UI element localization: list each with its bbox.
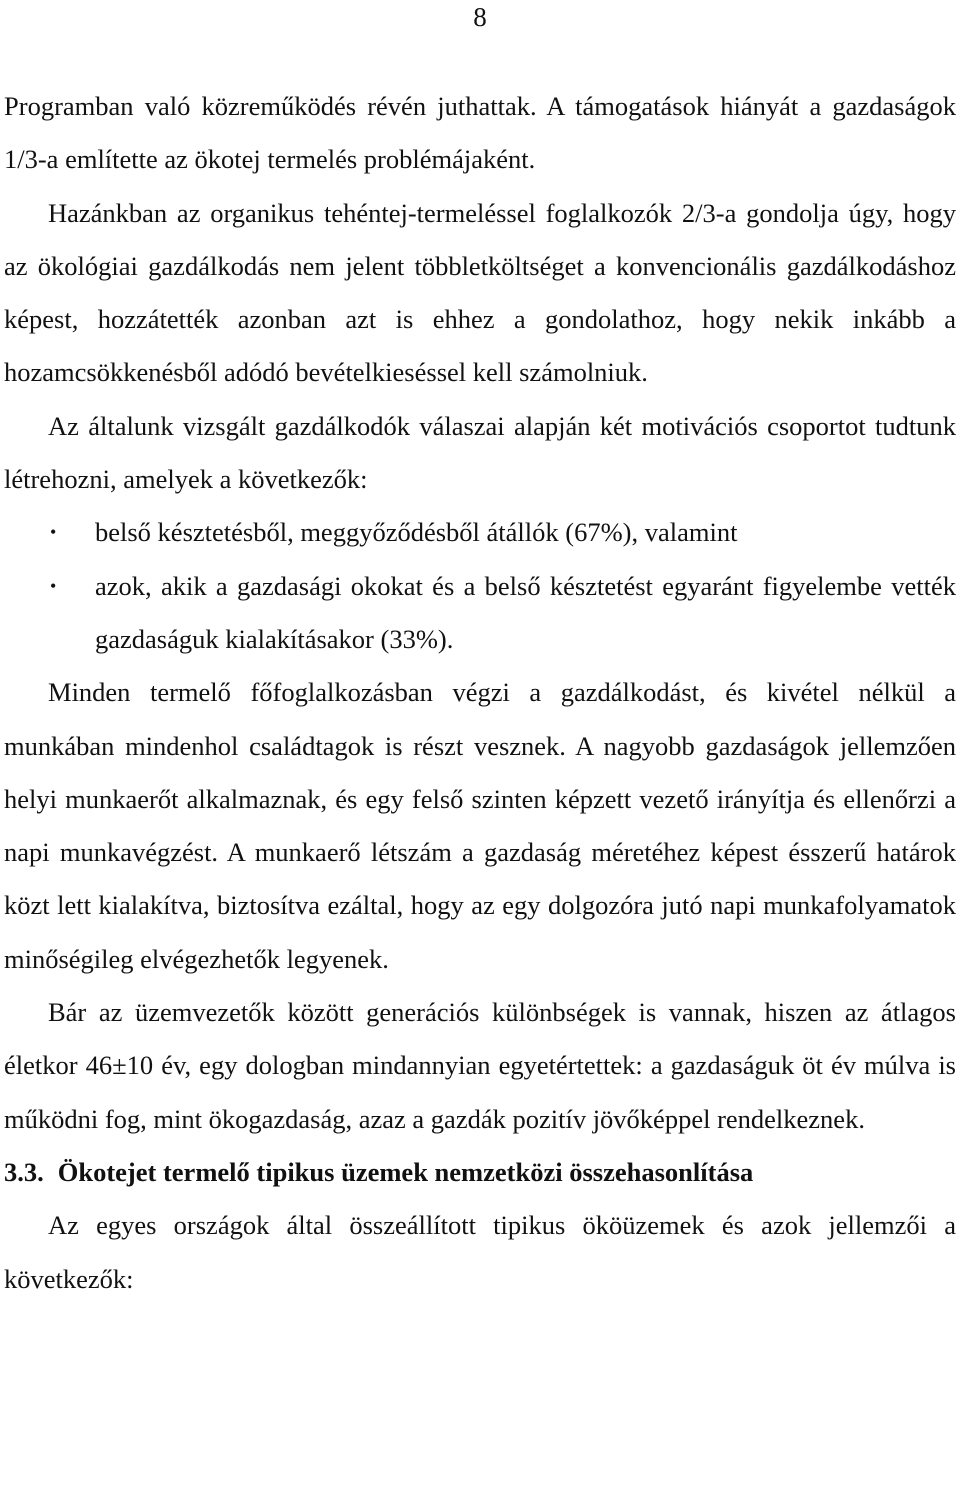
paragraph-3: Az általunk vizsgált gazdálkodók válaszai alapján két motivációs csoportot tudtunk létrehozni, amelyek a következők: xyxy=(4,410,956,495)
bullet-icon: • xyxy=(50,522,57,543)
section-heading xyxy=(4,1146,956,1199)
paragraph-2: Hazánkban az organikus tehéntej-termeléssel foglalkozók 2/3-a gondolja úgy, hogy az ökológiai gazdálkodás nem jelent többletköltséget a konvencionális gazdálkodáshoz képest, hozzátették azonban azt is ehhez a gondolathoz, hogy nekik inkább a hozamcsökkenésből adódó bevételkieséssel kell számolniuk. xyxy=(4,197,956,388)
bullet-icon: • xyxy=(50,575,57,596)
list-item-text: belső késztetésből, meggyőződésből átállók (67%), valamint xyxy=(95,517,738,548)
section-title: Ökotejet termelő tipikus üzemek nemzetközi összehasonlítása xyxy=(57,1156,754,1187)
section-number: 3.3. xyxy=(4,1156,44,1187)
list-item xyxy=(4,560,956,667)
paragraph-6: Az egyes országok által összeállított tipikus ököüzemek és azok jellemzői a következők: xyxy=(4,1210,956,1294)
document-body xyxy=(4,80,956,1306)
paragraph-1: Programban való közreműködés révén juthattak. A támogatások hiányát a gazdaságok 1/3-a említette az ökotej termelés problémájaként. xyxy=(4,91,956,175)
list-item-text: azok, akik a gazdasági okokat és a belső késztetést egyaránt figyelembe vették gazdaságuk kialakításakor (33%). xyxy=(95,570,956,654)
page-number: 8 xyxy=(473,2,487,32)
paragraph-4: Minden termelő főfoglalkozásban végzi a gazdálkodást, és kivétel nélkül a munkában mindenhol családtagok is részt vesznek. A nagyobb gazdaságok jellemzően helyi munkaerőt alkalmaznak, és egy felső szinten képzett vezető irányítja és ellenőrzi a napi munkavégzést. A munkaerő létszám a gazdaság méretéhez képest ésszerű határok közt lett kialakítva, biztosítva ezáltal, hogy az egy dolgozóra jutó napi munkafolyamatok minőségileg elvégezhetők legyenek. xyxy=(4,677,956,974)
bullet-list xyxy=(4,506,956,666)
list-item xyxy=(4,506,956,559)
paragraph-5: Bár az üzemvezetők között generációs különbségek is vannak, hiszen az átlagos életkor 46±10 év, egy dologban mindannyian egyetértettek: a gazdaságuk öt év múlva is működni fog, mint ökogazdaság, azaz a gazdák pozitív jövőképpel rendelkeznek. xyxy=(4,997,956,1134)
